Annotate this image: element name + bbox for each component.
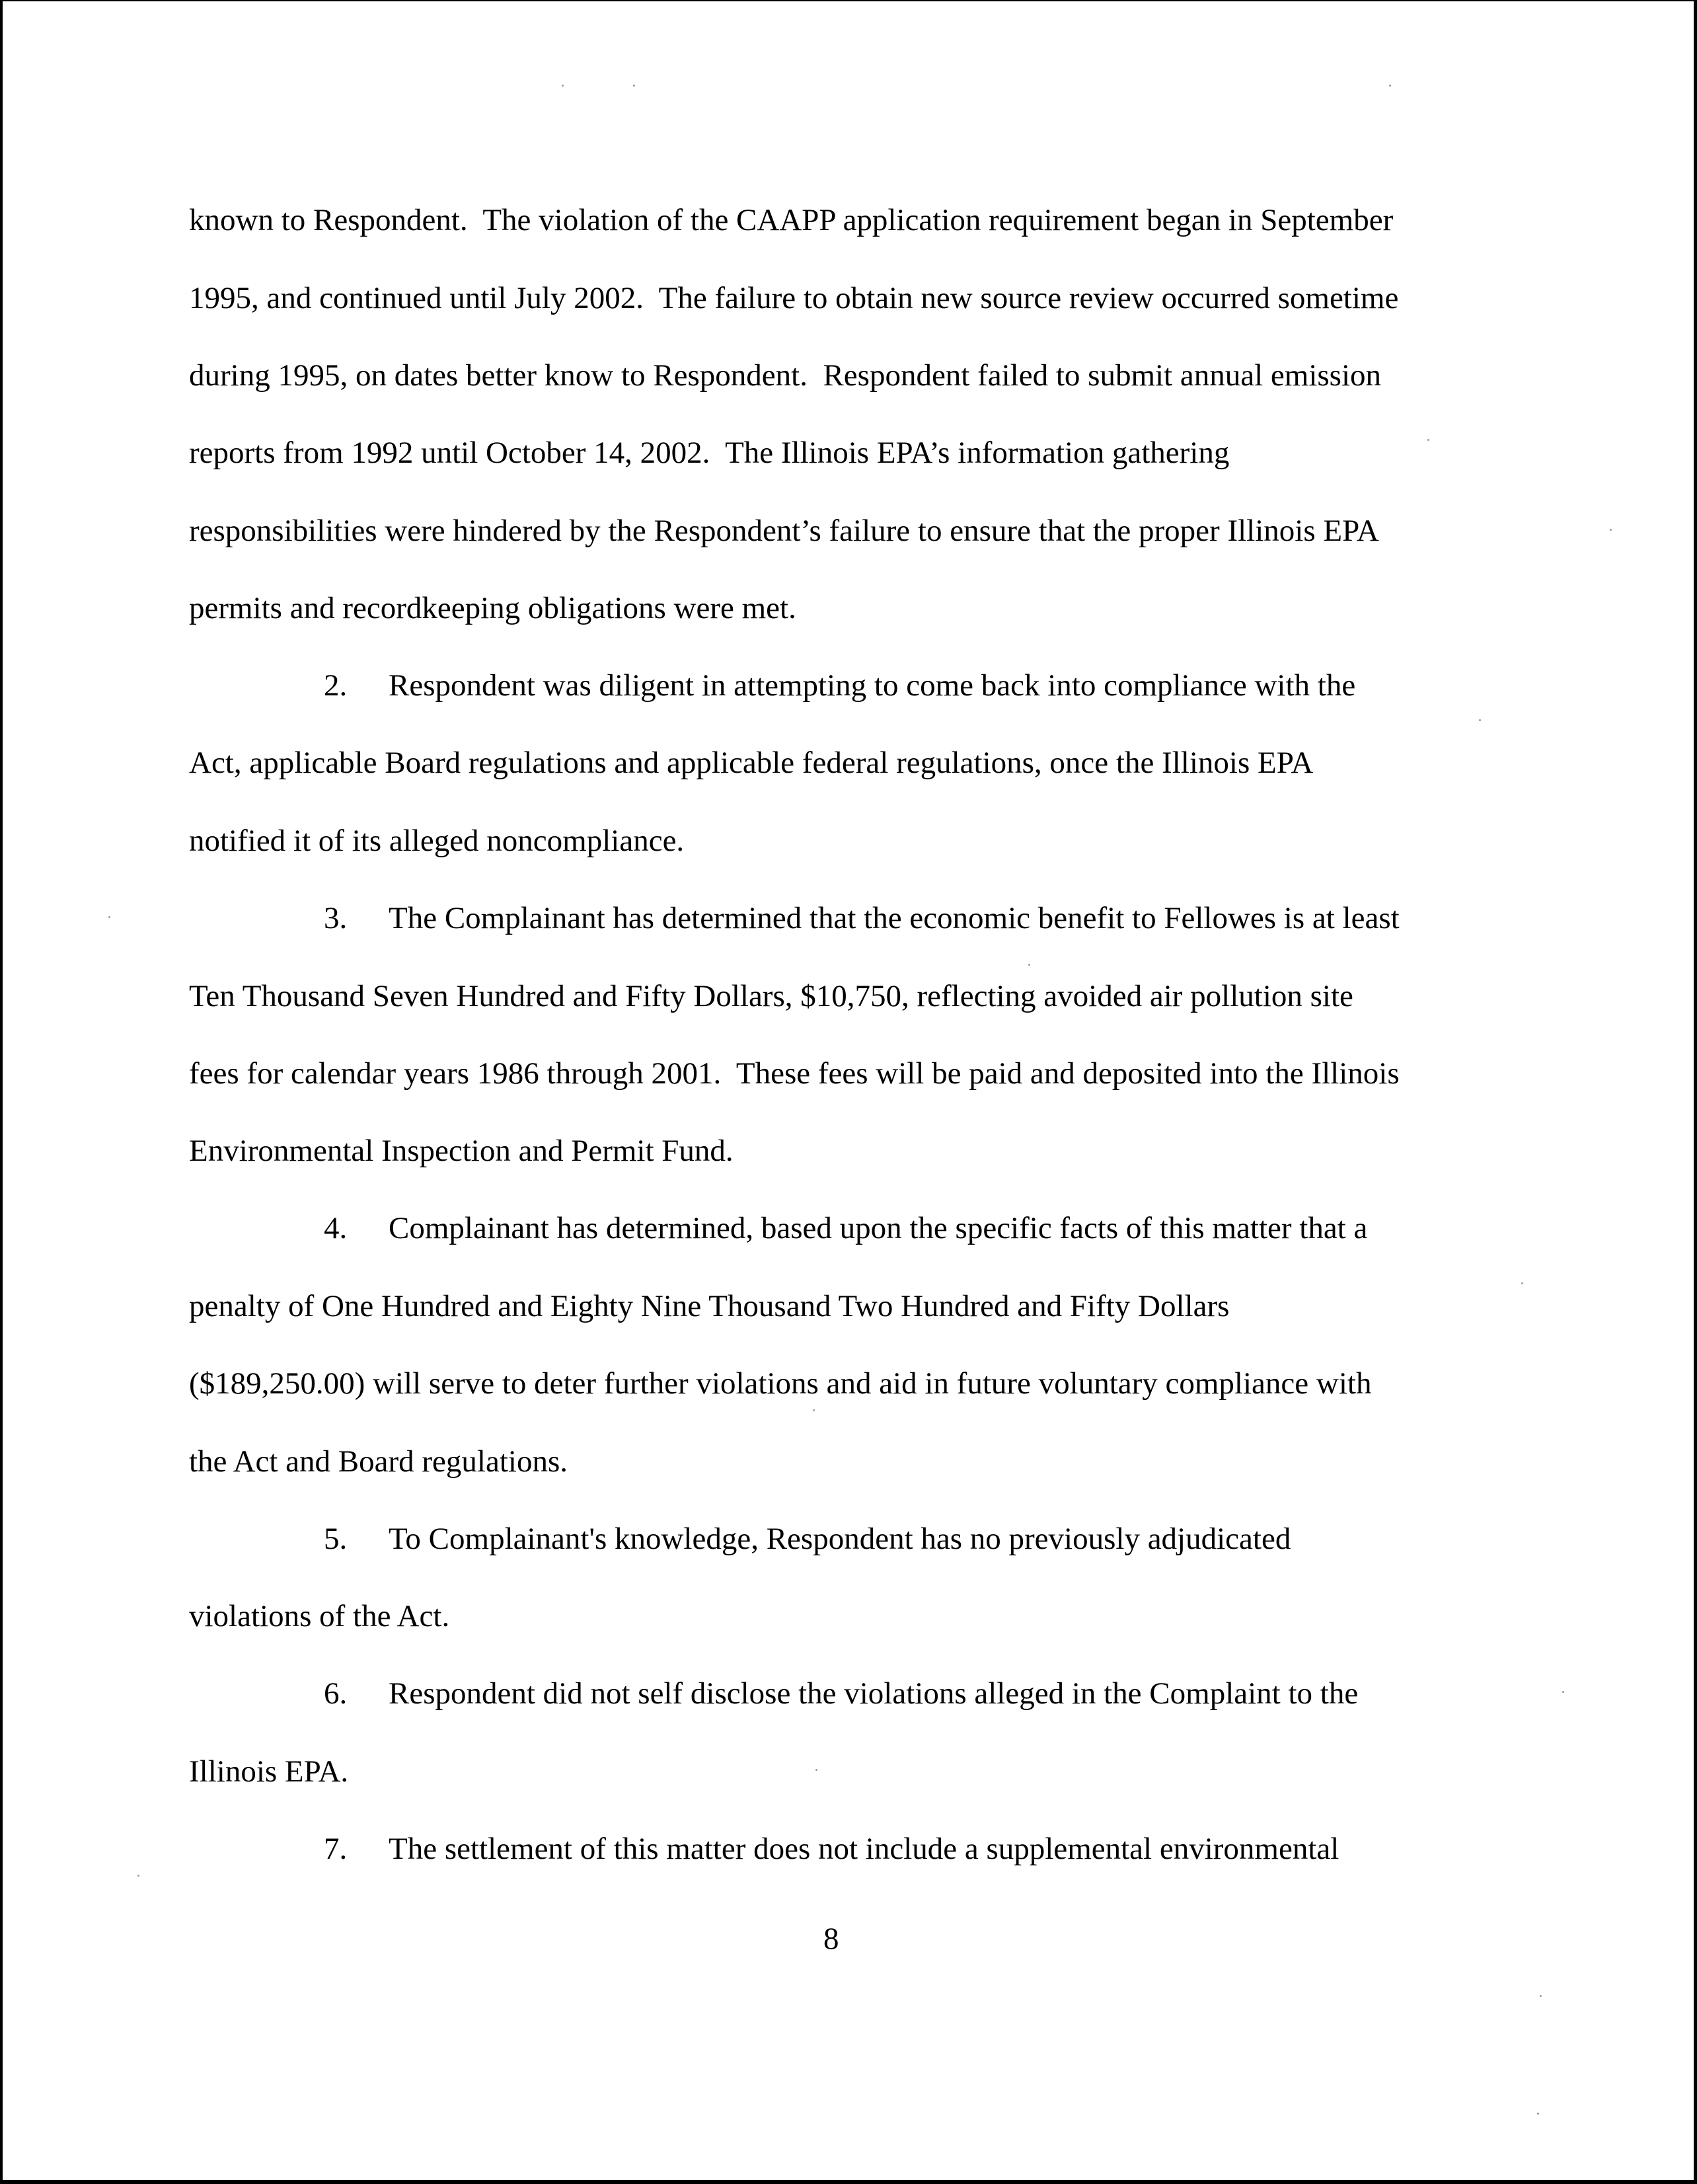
body-line: fees for calendar years 1986 through 2001. These fees will be paid and deposited into the Illinois — [189, 1056, 1400, 1091]
scan-speck — [815, 1769, 817, 1771]
page-number: 8 — [823, 1922, 839, 1956]
scan-speck — [1537, 2113, 1539, 2115]
body-line: violations of the Act. — [189, 1599, 450, 1633]
body-line: Illinois EPA. — [189, 1754, 349, 1789]
body-line: reports from 1992 until October 14, 2002. The Illinois EPA’s information gathering — [189, 436, 1230, 470]
body-line: 1995, and continued until July 2002. The failure to obtain new source review occurred sometime — [189, 281, 1399, 315]
body-line: notified it of its alleged noncompliance. — [189, 824, 685, 858]
body-line: Complainant has determined, based upon the specific facts of this matter that a — [389, 1211, 1368, 1245]
scan-speck — [1610, 529, 1612, 531]
scan-speck — [813, 1409, 815, 1411]
body-line: Respondent did not self disclose the violations alleged in the Complaint to the — [389, 1676, 1359, 1711]
body-line: Act, applicable Board regulations and applicable federal regulations, once the Illinois EPA — [189, 746, 1314, 780]
scan-speck — [1028, 964, 1030, 966]
scan-speck — [562, 85, 564, 87]
body-line: during 1995, on dates better know to Respondent. Respondent failed to submit annual emission — [189, 358, 1382, 393]
scan-speck — [137, 1875, 139, 1877]
scan-speck — [1389, 85, 1391, 87]
body-line: Ten Thousand Seven Hundred and Fifty Dollars, $10,750, reflecting avoided air pollution site — [189, 979, 1353, 1013]
scan-speck — [1521, 1282, 1523, 1284]
paragraph-number: 4. — [324, 1211, 348, 1245]
body-line: The Complainant has determined that the economic benefit to Fellowes is at least — [389, 901, 1400, 935]
body-line: penalty of One Hundred and Eighty Nine Thousand Two Hundred and Fifty Dollars — [189, 1289, 1230, 1323]
scan-speck — [1427, 439, 1429, 441]
paragraph-number: 6. — [324, 1676, 348, 1711]
body-line: Respondent was diligent in attempting to come back into compliance with the — [389, 668, 1356, 703]
paragraph-number: 2. — [324, 668, 348, 703]
body-line: responsibilities were hindered by the Respondent’s failure to ensure that the proper Illinois EPA — [189, 514, 1379, 548]
body-line: The settlement of this matter does not include a supplemental environmental — [389, 1832, 1339, 1866]
paragraph-number: 3. — [324, 901, 348, 935]
paragraph-number: 7. — [324, 1832, 348, 1866]
body-line: known to Respondent. The violation of the CAAPP application requirement began in September — [189, 203, 1394, 237]
scan-speck — [1562, 1691, 1564, 1693]
scan-speck — [633, 85, 635, 87]
paragraph-number: 5. — [324, 1522, 348, 1556]
body-line: ($189,250.00) will serve to deter further violations and aid in future voluntary compliance with — [189, 1366, 1372, 1401]
scan-speck — [108, 916, 110, 918]
body-line: To Complainant's knowledge, Respondent has no previously adjudicated — [389, 1522, 1291, 1556]
scan-speck — [1479, 719, 1481, 721]
body-line: Environmental Inspection and Permit Fund. — [189, 1134, 734, 1168]
body-line: the Act and Board regulations. — [189, 1444, 568, 1479]
body-line: permits and recordkeeping obligations were met. — [189, 591, 796, 625]
scan-speck — [1540, 1995, 1542, 1997]
